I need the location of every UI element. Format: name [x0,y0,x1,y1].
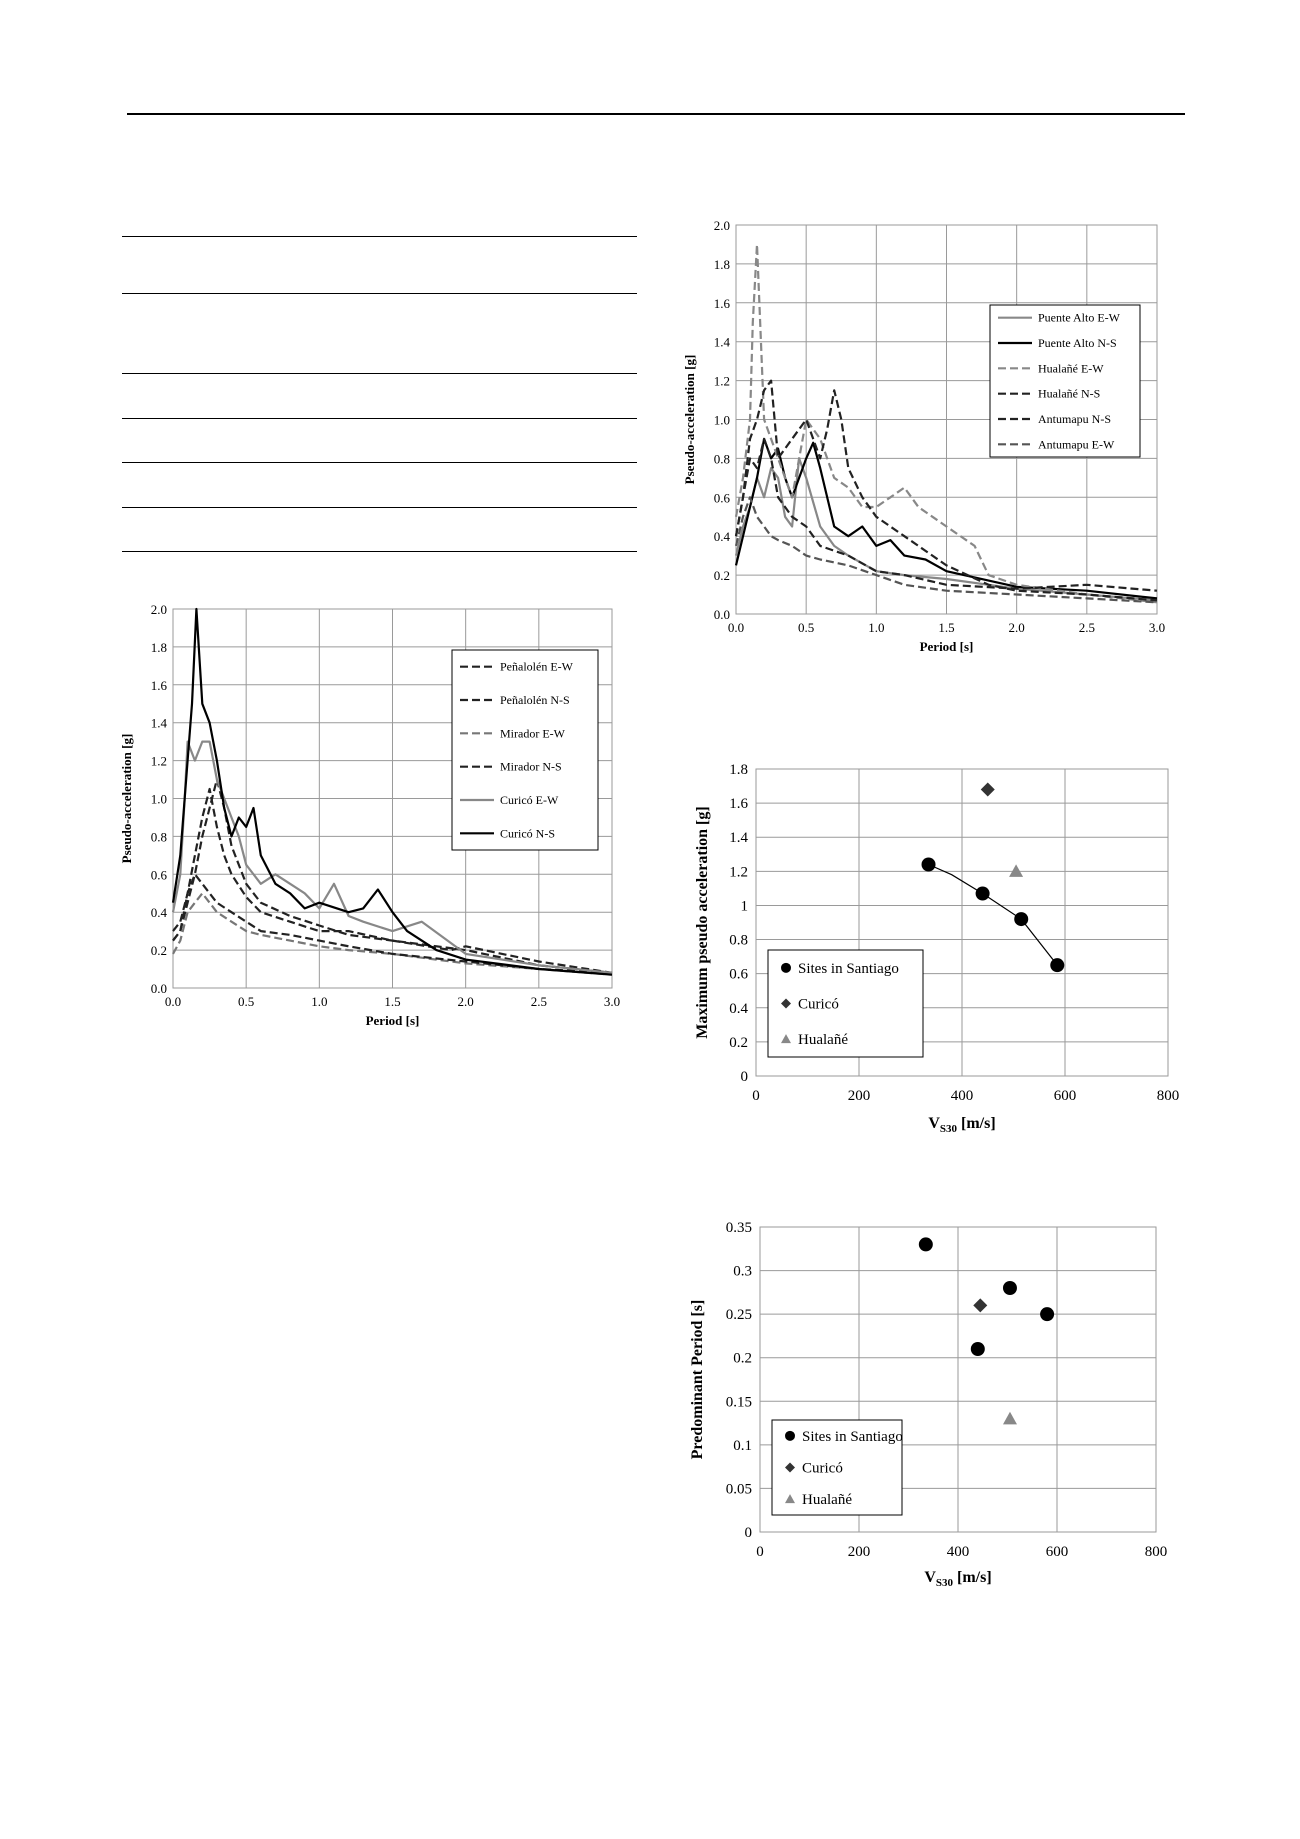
y-tick-label: 0.0 [150,981,167,996]
chart_b [682,218,1165,654]
y-tick-label: 0.2 [713,568,730,584]
y-tick-label: 0.2 [729,1034,748,1051]
y-tick-label: 0.1 [733,1437,752,1454]
chart_c [694,762,1179,1135]
data-point [1050,958,1064,972]
y-tick-label: 0.25 [725,1307,752,1324]
y-tick-label: 1.6 [713,295,730,311]
y-tick-label: 0.3 [733,1263,752,1280]
legend-label: Antumapu E-W [1038,437,1115,452]
y-tick-label: 1.8 [713,256,730,272]
y-tick-label: 1.0 [150,791,167,807]
data-point [1014,912,1028,926]
y-tick-label: 1.6 [729,796,748,813]
x-axis-label [924,1569,991,1589]
legend-label: Puente Alto N-S [1038,336,1117,350]
y-tick-label: 0.4 [713,529,730,545]
y-axis-label: Maximum pseudo acceleration [g] [694,806,711,1039]
data-point [1040,1307,1054,1321]
legend-marker [781,963,791,973]
x-tick-label: 0.0 [727,620,745,635]
y-tick-label: 1.4 [713,334,730,350]
y-tick-label: 0.6 [713,490,730,506]
x-tick-label: 2.0 [1008,620,1025,635]
legend-label: Mirador N-S [500,759,562,774]
y-tick-label: 0.2 [150,943,167,959]
x-tick-label: 1.5 [938,620,955,635]
y-tick-label: 1.0 [713,412,730,428]
x-tick-label: 600 [1045,1544,1069,1560]
y-tick-label: 1.8 [150,639,167,655]
y-tick-label: 1.2 [713,373,730,389]
y-tick-label: 0.2 [733,1350,752,1367]
legend-label: Antumapu N-S [1038,412,1111,426]
y-tick-label: 2.0 [150,602,167,617]
x-tick-label: 3.0 [1148,620,1166,635]
data-point [919,1237,933,1251]
data-point [976,887,990,901]
x-tick-label: 0 [756,1544,764,1560]
x-tick-label: 2.5 [530,994,547,1009]
x-tick-label: 2.0 [457,994,474,1009]
x-axis-label-rest: [m/s] [957,1115,996,1132]
legend-label: Peñalolén E-W [500,659,573,674]
legend-label: Hualañé N-S [1038,386,1101,401]
x-axis-label: Period [s] [365,1013,420,1028]
legend-label: Curicó E-W [500,793,559,807]
x-axis-label-sub: S30 [939,1123,958,1135]
y-tick-label: 0.8 [150,829,167,845]
y-tick-label: 1.2 [729,864,748,881]
data-point [971,1342,985,1356]
x-axis-label-main: V [928,1115,940,1132]
x-tick-label: 600 [1053,1088,1077,1104]
legend-label: Hualañé E-W [1038,361,1104,376]
x-tick-label: 800 [1144,1544,1168,1560]
y-tick-label: 0.6 [150,867,167,883]
x-tick-label: 3.0 [603,994,621,1009]
y-tick-label: 1.8 [729,762,748,778]
y-tick-label: 0.4 [729,1000,748,1017]
y-tick-label: 0.05 [725,1481,752,1498]
x-tick-label: 0.5 [798,620,815,635]
x-tick-label: 0.0 [164,994,182,1009]
y-tick-label: 0 [744,1525,752,1541]
x-tick-label: 200 [847,1088,871,1104]
x-tick-label: 0.5 [238,994,255,1009]
y-axis-label: Pseudo-acceleration [g] [682,354,697,485]
x-axis-label: Period [s] [919,639,974,654]
y-axis-label: Pseudo-acceleration [g] [119,733,134,864]
legend-label: Curicó N-S [500,826,555,841]
y-tick-label: 0.8 [713,451,730,467]
x-tick-label: 2.5 [1078,620,1095,635]
x-tick-label: 1.0 [868,620,885,635]
legend-label: Peñalolén N-S [500,693,570,707]
data-point [1003,1281,1017,1295]
x-tick-label: 800 [1156,1088,1180,1104]
legend-label: Hualañé [798,1032,848,1049]
y-tick-label: 2.0 [713,218,730,233]
y-tick-label: 1 [740,898,748,915]
chart_d [689,1220,1167,1589]
y-axis-label: Predominant Period [s] [689,1299,706,1460]
legend-box [452,650,598,850]
y-tick-label: 0.35 [725,1220,752,1236]
legend-label: Curicó [802,1460,843,1477]
y-tick-label: 1.6 [150,677,167,693]
x-axis-label-sub: S30 [935,1577,954,1589]
x-axis-label [928,1115,995,1135]
x-tick-label: 400 [950,1088,974,1104]
y-tick-label: 0.8 [729,932,748,949]
y-tick-label: 0.6 [729,966,748,983]
x-tick-label: 1.5 [384,994,401,1009]
y-tick-label: 1.4 [150,715,167,731]
legend-label: Sites in Santiago [802,1428,903,1445]
legend-label: Mirador E-W [500,726,565,741]
data-point [922,858,936,872]
legend-marker [785,1431,795,1441]
legend-label: Sites in Santiago [798,960,899,977]
y-tick-label: 1.4 [729,830,748,847]
legend-label: Puente Alto E-W [1038,310,1120,325]
x-axis-label-main: V [924,1569,936,1586]
x-tick-label: 400 [946,1544,970,1560]
y-tick-label: 0.4 [150,905,167,921]
x-tick-label: 200 [847,1544,871,1560]
y-tick-label: 1.2 [150,753,167,769]
y-tick-label: 0.15 [725,1394,752,1411]
legend-label: Curicó [798,996,839,1013]
y-tick-label: 0 [740,1069,748,1085]
y-tick-label: 0.0 [713,607,730,622]
x-axis-label-rest: [m/s] [953,1569,992,1586]
x-tick-label: 1.0 [311,994,328,1009]
legend-label: Hualañé [802,1492,852,1509]
legend-box [990,305,1140,457]
chart_a [119,602,620,1028]
x-tick-label: 0 [752,1088,760,1104]
